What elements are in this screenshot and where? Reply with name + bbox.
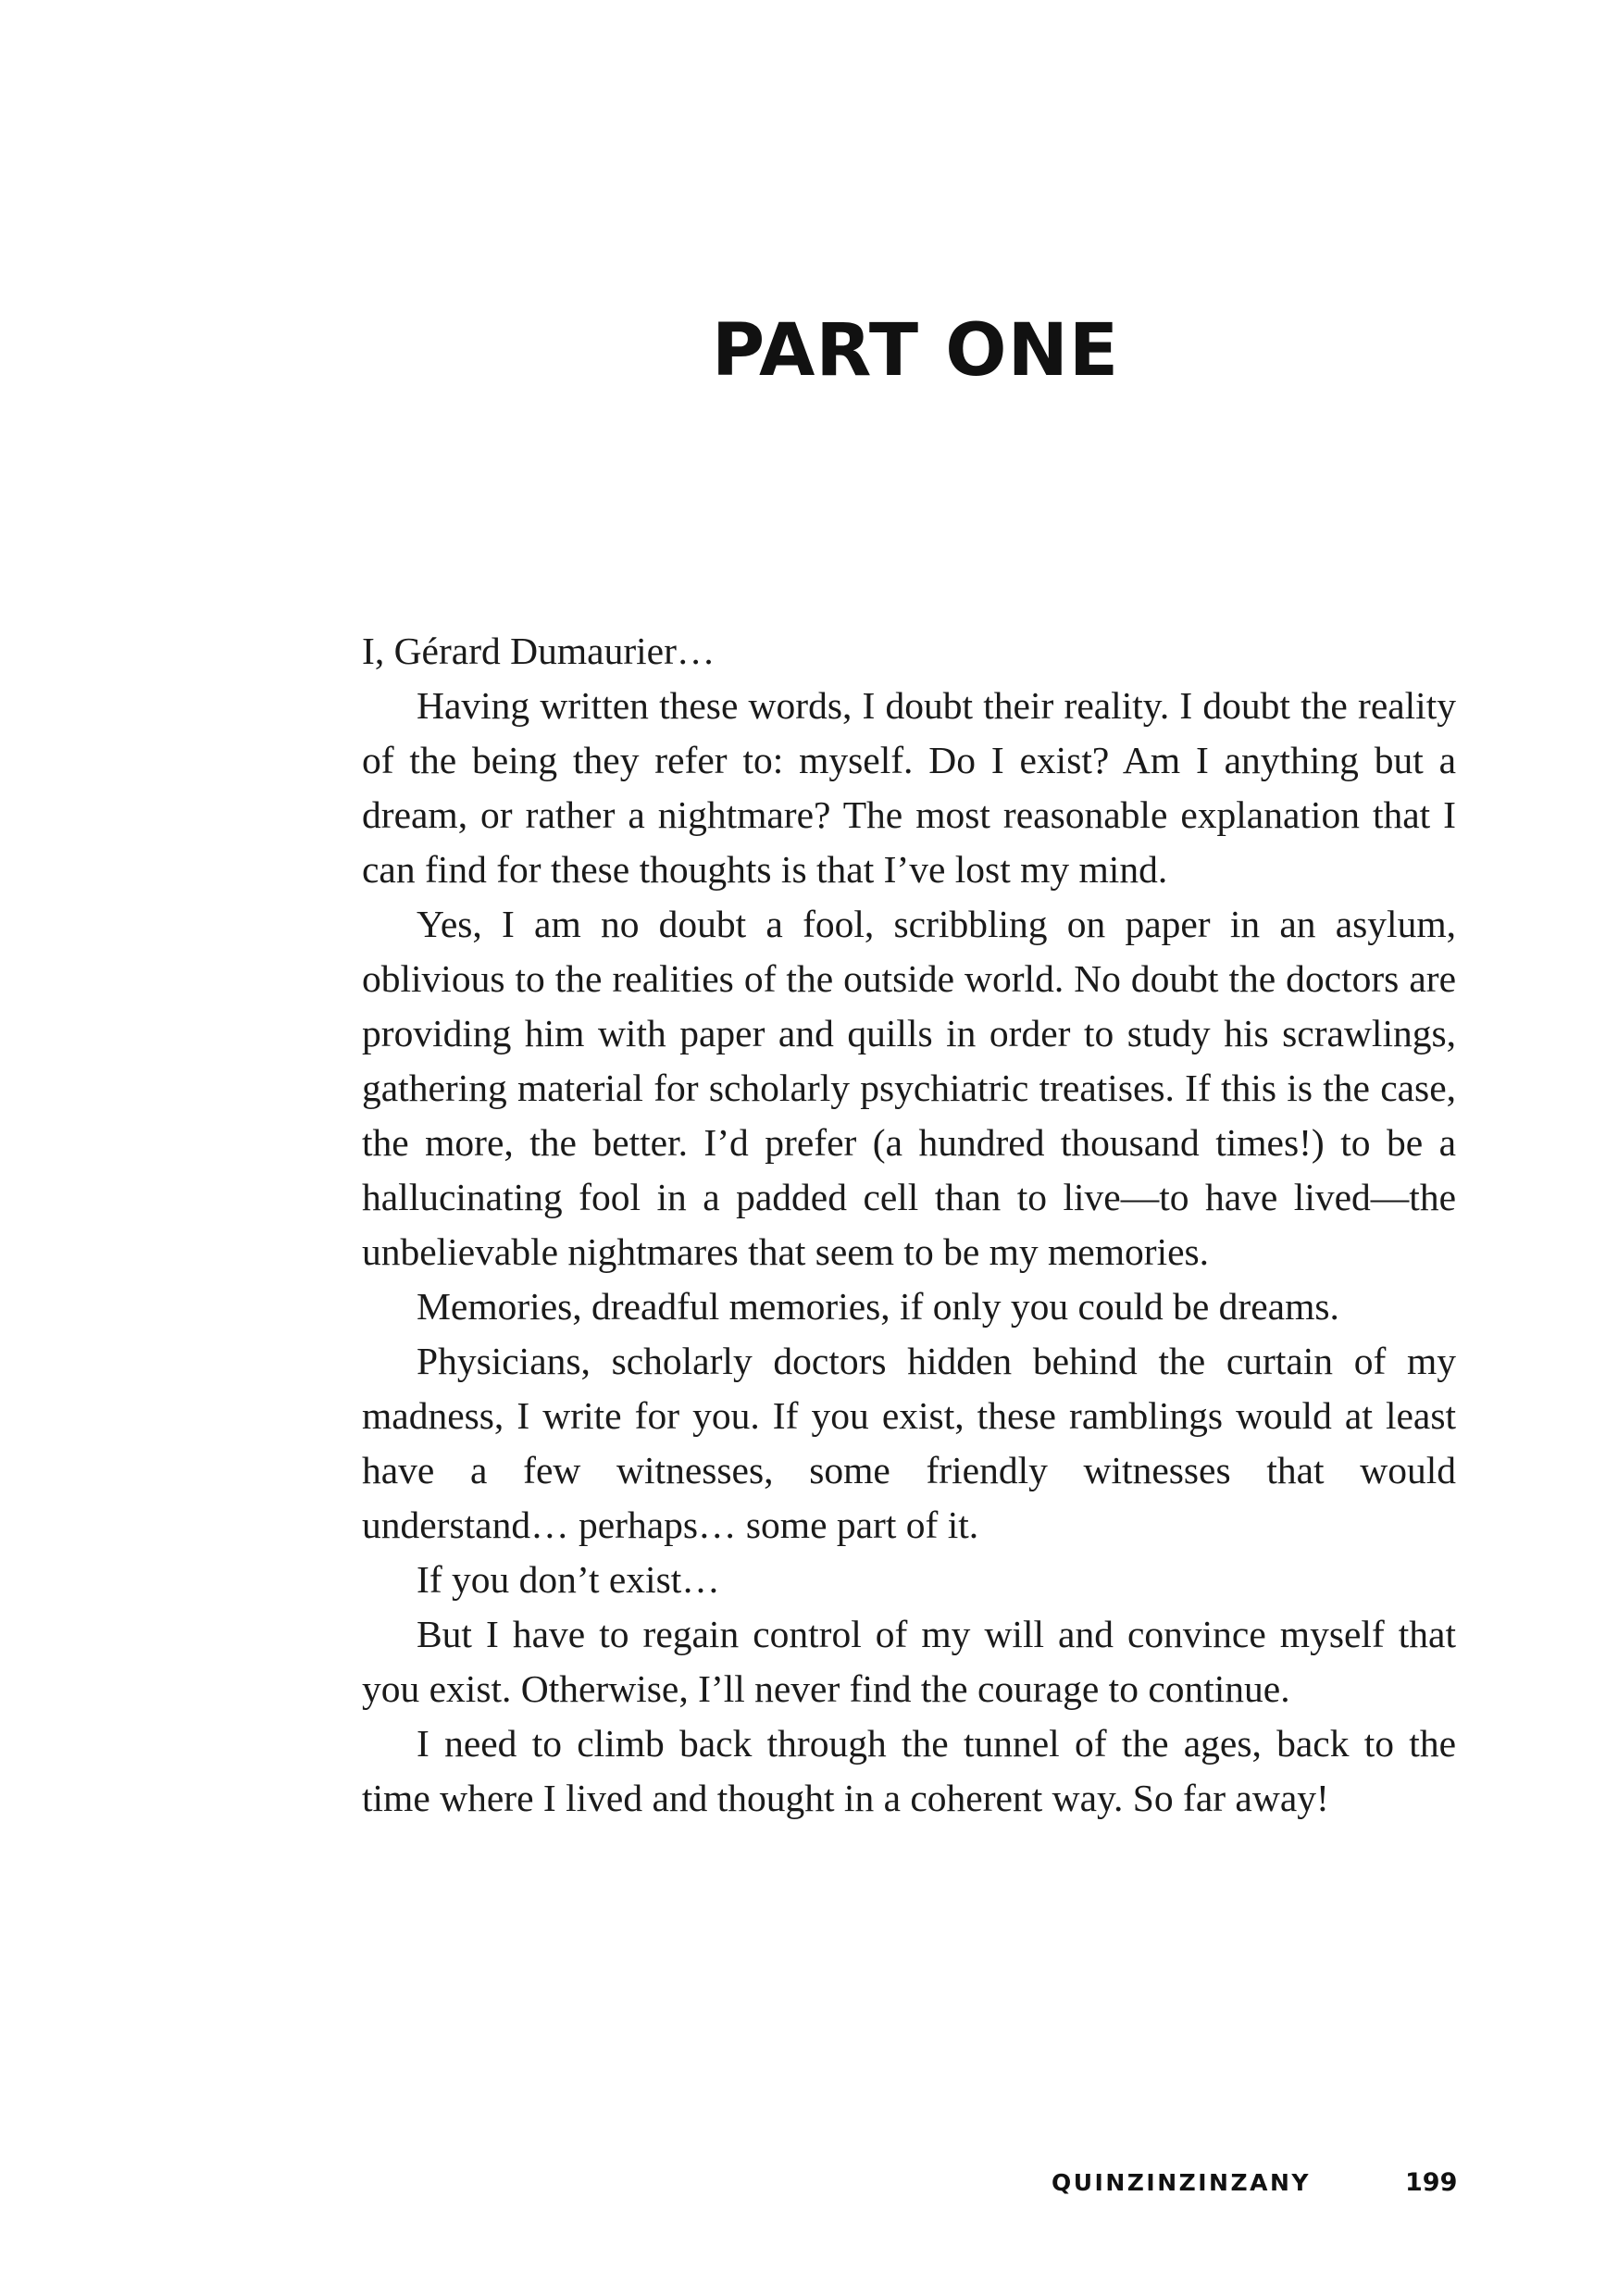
body-text [362, 624, 1456, 1826]
paragraph: But I have to regain control of my will and convince myself that you exist. Otherwise, I’ll never find the courage to continue. [362, 1613, 1456, 1710]
paragraph: If you don’t exist… [417, 1558, 720, 1601]
paragraph: I need to climb back through the tunnel of the ages, back to the time where I lived and thought in a coherent way. So far away! [362, 1722, 1456, 1819]
page-footer [0, 2165, 1618, 2202]
paragraph: Physicians, scholarly doctors hidden behind the curtain of my madness, I write for you. If you exist, these ramblings would at least have a few witnesses, some friendly witnesses that would understand… perhaps… some part of it. [362, 1340, 1456, 1546]
running-head: QUINZINZINZANY [1052, 2169, 1311, 2196]
paragraph: Yes, I am no doubt a fool, scribbling on paper in an asylum, oblivious to the realities of the outside world. No doubt the doctors are providing him with paper and quills in order to study his scrawlings, gathering material for scholarly psychiatric treatises. If this is the case, the more, the better. I’d prefer (a hundred thousand times!) to be a hallucinating fool in a padded cell than to live—to have lived—the unbelievable nightmares that seem to be my memories. [362, 903, 1456, 1273]
paragraph: I, Gérard Dumaurier… [362, 630, 716, 672]
paragraph: Having written these words, I doubt their reality. I doubt the reality of the being they refer to: myself. Do I exist? Am I anything but a dream, or rather a nightmare? The most reasonable explanation that I can find for these thoughts is that I’ve lost my mind. [362, 684, 1456, 891]
chapter-title: PART ONE [712, 309, 1120, 393]
paragraph: Memories, dreadful memories, if only you could be dreams. [417, 1285, 1339, 1328]
page-number: 199 [1405, 2168, 1458, 2197]
